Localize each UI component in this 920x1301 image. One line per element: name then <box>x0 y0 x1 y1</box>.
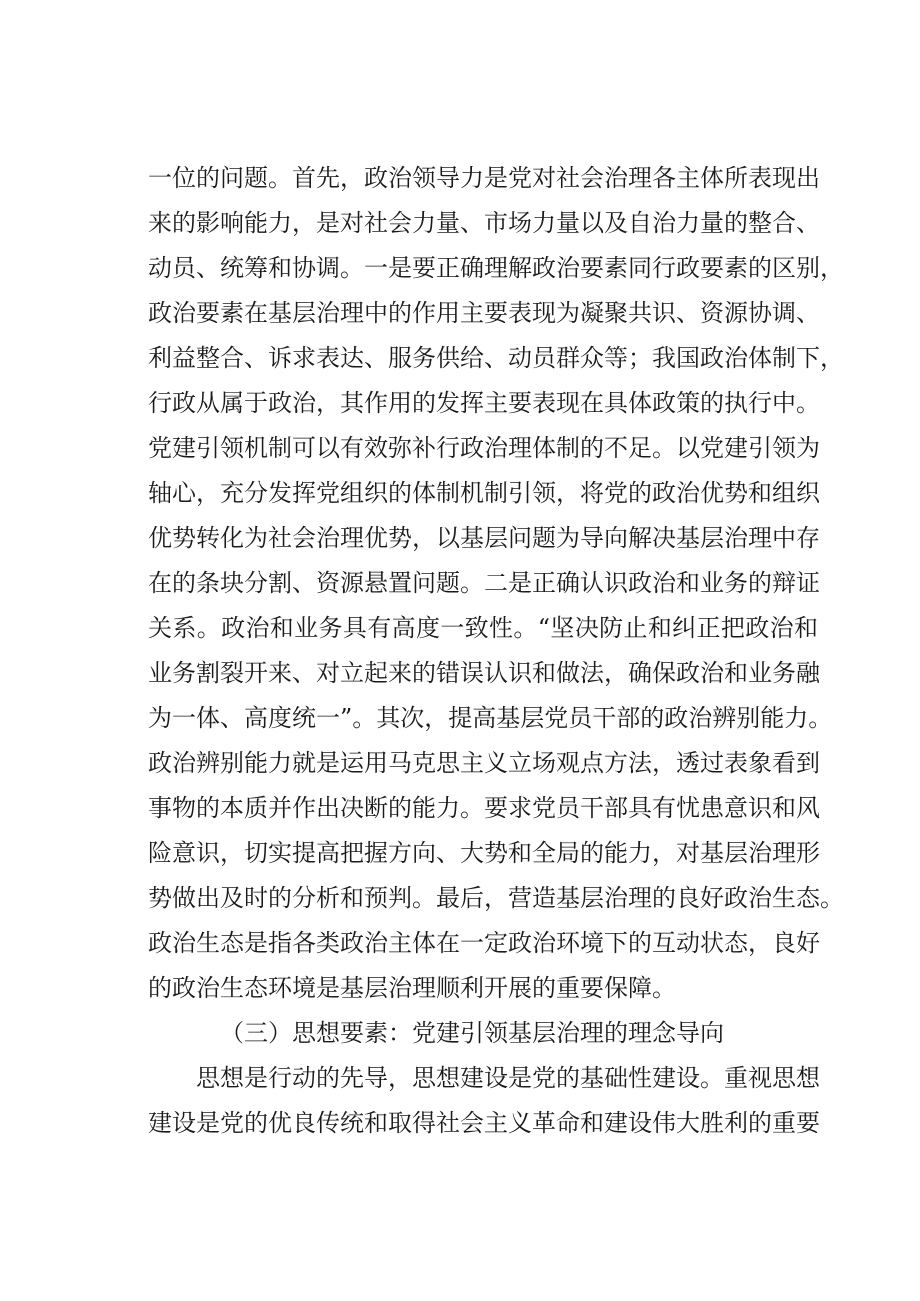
paragraph-line: 政治要素在基层治理中的作用主要表现为凝聚共识、资源协调、 <box>148 299 820 327</box>
body-text <box>148 156 844 1146</box>
paragraph-line: 利益整合、诉求表达、服务供给、动员群众等；我国政治体制下， <box>148 344 844 372</box>
paragraph-line: 事物的本质并作出决断的能力。要求党员干部具有忧患意识和风 <box>148 794 820 822</box>
section-heading: （三）思想要素：党建引领基层治理的理念导向 <box>220 1019 724 1047</box>
paragraph-line: 动员、统筹和协调。一是要正确理解政治要素同行政要素的区别， <box>148 254 844 282</box>
paragraph-line: 关系。政治和业务具有高度一致性。“坚决防止和纠正把政治和 <box>148 614 818 642</box>
paragraph-line: 业务割裂开来、对立起来的错误认识和做法，确保政治和业务融 <box>148 659 820 687</box>
paragraph-line: 政治生态是指各类政治主体在一定政治环境下的互动状态，良好 <box>148 929 820 957</box>
paragraph-line: 一位的问题。首先，政治领导力是党对社会治理各主体所表现出 <box>148 164 820 192</box>
paragraph-last-line: 的政治生态环境是基层治理顺利开展的重要保障。 <box>148 974 676 1002</box>
paragraph-line: 来的影响能力，是对社会力量、市场力量以及自治力量的整合、 <box>148 209 820 237</box>
paragraph-line: 党建引领机制可以有效弥补行政治理体制的不足。以党建引领为 <box>148 434 820 462</box>
paragraph-line: 险意识，切实提高把握方向、大势和全局的能力，对基层治理形 <box>148 839 820 867</box>
paragraph-line: 势做出及时的分析和预判。最后，营造基层治理的良好政治生态。 <box>148 884 844 912</box>
paragraph-line: 思想是行动的先导，思想建设是党的基础性建设。重视思想 <box>196 1064 820 1092</box>
paragraph-line: 在的条块分割、资源悬置问题。二是正确认识政治和业务的辩证 <box>148 569 820 597</box>
paragraph-line: 政治辨别能力就是运用马克思主义立场观点方法，透过表象看到 <box>148 749 820 777</box>
paragraph-line: 优势转化为社会治理优势，以基层问题为导向解决基层治理中存 <box>148 524 820 552</box>
paragraph-line: 为一体、高度统一”。其次，提高基层党员干部的政治辨别能力。 <box>148 704 833 732</box>
paragraph-line: 轴心，充分发挥党组织的体制机制引领，将党的政治优势和组织 <box>148 479 820 507</box>
paragraph-line: 行政从属于政治，其作用的发挥主要表现在具体政策的执行中。 <box>148 389 820 417</box>
paragraph-line: 建设是党的优良传统和取得社会主义革命和建设伟大胜利的重要 <box>148 1109 820 1137</box>
